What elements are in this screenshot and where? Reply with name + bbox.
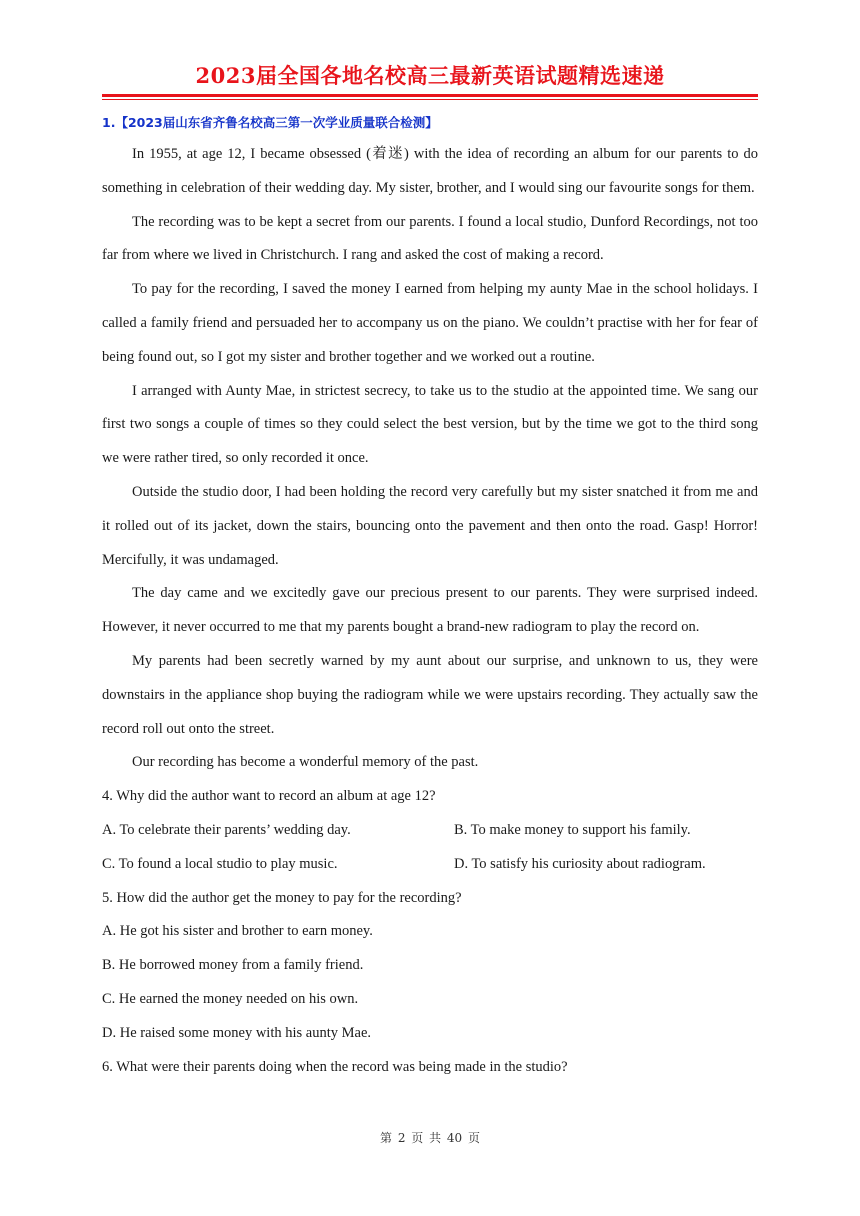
question-6-stem: 6. What were their parents doing when the record was being made in the studio? [102, 1058, 568, 1075]
header-rule-thick [102, 94, 758, 97]
question-4-options-row-1 [102, 814, 758, 848]
question-source-heading: 1.【2023届山东省齐鲁名校高三第一次学业质量联合检测】 [102, 115, 438, 130]
passage-paragraph-7: My parents had been secretly warned by my aunt about our surprise, and unknown to us, they were downstairs in the appliance shop buying the radiogram while we were upstairs recording. They actually saw the record roll out onto the street. [102, 652, 758, 737]
question-5-option-c: C. He earned the money needed on his own. [102, 990, 359, 1007]
question-5-option-b: B. He borrowed money from a family friend. [102, 957, 364, 974]
page-header-title: 2023届全国各地名校高三最新英语试题精选速递 [195, 63, 665, 88]
question-block [102, 108, 758, 1084]
passage-paragraph-4: I arranged with Aunty Mae, in strictest secrecy, to take us to the studio at the appointed time. We sang our first two songs a couple of times so they could select the best version, but by the time we got to the third song we were rather tired, so only recorded it once. [102, 382, 758, 467]
page-footer-number: 第 2 页 共 40 页 [380, 1131, 480, 1145]
question-4-option-c: C. To found a local studio to play music. [102, 855, 338, 872]
question-4-option-d: D. To satisfy his curiosity about radiogram. [454, 855, 706, 872]
passage-paragraph-2: The recording was to be kept a secret from our parents. I found a local studio, Dunford Recordings, not too far from where we lived in Christchurch. I rang and asked the cost of making a record. [102, 213, 758, 264]
passage-paragraph-5: Outside the studio door, I had been holding the record very carefully but my sister snatched it from me and it rolled out of its jacket, down the stairs, bouncing onto the pavement and then onto the road. Gasp! Horror! Mercifully, it was undamaged. [102, 483, 758, 568]
question-5-option-a: A. He got his sister and brother to earn money. [102, 923, 373, 940]
question-4-option-b: B. To make money to support his family. [454, 821, 691, 838]
question-5-stem: 5. How did the author get the money to pay for the recording? [102, 889, 462, 906]
question-4-options-row-2 [102, 848, 758, 882]
question-4-stem: 4. Why did the author want to record an album at age 12? [102, 788, 436, 805]
passage-paragraph-1: In 1955, at age 12, I became obsessed (着迷) with the idea of recording an album for our parents to do something in celebration of their wedding day. My sister, brother, and I would sing our favourite songs for them. [102, 146, 758, 196]
header-rule-thin [102, 99, 758, 100]
passage-paragraph-6: The day came and we excitedly gave our precious present to our parents. They were surprised indeed. However, it never occurred to me that my parents bought a brand-new radiogram to play the record on. [102, 585, 758, 636]
question-5-option-d: D. He raised some money with his aunty Mae. [102, 1024, 372, 1041]
passage-paragraph-8: Our recording has become a wonderful memory of the past. [132, 754, 479, 771]
question-4-option-a: A. To celebrate their parents’ wedding day. [102, 821, 351, 838]
passage-paragraph-3: To pay for the recording, I saved the money I earned from helping my aunty Mae in the school holidays. I called a family friend and persuaded her to accompany us on the piano. We couldn’t practise with her for fear of being found out, so I got my sister and brother together and we worked out a routine. [102, 281, 758, 365]
